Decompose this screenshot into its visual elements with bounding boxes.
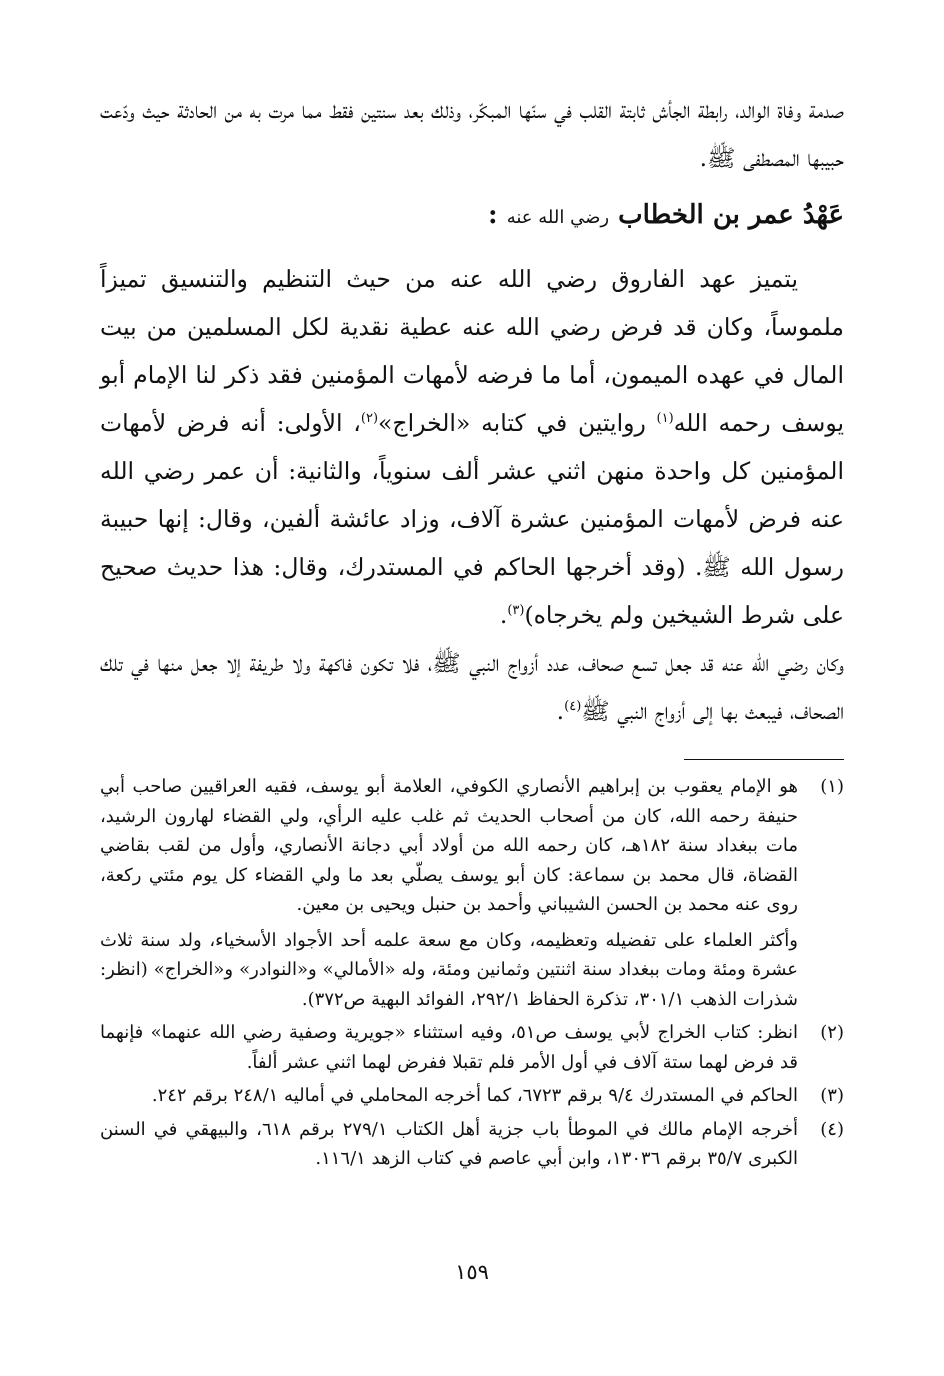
footnote-text: هو الإمام يعقوب بن إبراهيم الأنصاري الكوفي، العلامة أبو يوسف، فقيه العراقيين صاحب أبي حنيفة رحمه الله، كان من أصحاب الحديث ثم غلب عليه الرأي، ولي القضاء لهارون الرشيد، مات ببغداد سنة ١٨٢هـ، كان رحمه الله من أولاد أبي دجانة الأنصاري، وأول من لقب بقاضي القضاة، قال محمد بن سماعة: كان أبو يوسف يصلّي بعد ما ولي القضاء كل يوم مئتي ركعة، روى عنه محمد بن الحسن الشيباني وأحمد بن حنبل ويحيى بن معين. bbox=[100, 776, 798, 915]
footnote-number: (٤) bbox=[820, 1118, 844, 1140]
footnote-body bbox=[100, 1018, 798, 1077]
footnote-2 bbox=[100, 1018, 844, 1077]
intro-paragraph: صدمة وفاة الوالد، رابطة الجأش ثابتة القلب في سنّها المبكّر، وذلك بعد سنتين فقط مما مرت به من الحادثة حيث ودّعت حبيبها المصطفى ﷺ. bbox=[100, 96, 844, 172]
paragraph-text: روايتين في كتابه «الخراج» bbox=[378, 409, 657, 437]
footnote-ref-3[interactable]: (٣) bbox=[507, 603, 525, 619]
section-heading bbox=[100, 192, 844, 241]
page-number: ١٥٩ bbox=[455, 1260, 489, 1284]
paragraph-text: يتميز عهد الفاروق رضي الله عنه من حيث التنظيم والتنسيق تميزاً ملموساً، وكان قد فرض رضي الله عنه عطية نقدية لكل المسلمين من بيت المال في عهده الميمون، أما ما فرضه لأمهات المؤمنين فقد ذكر لنا الإمام أبو يوسف رحمه الله bbox=[100, 265, 845, 437]
footnote-number: (١) bbox=[820, 776, 844, 797]
footnote-text: أخرجه الإمام مالك في الموطأ باب جزية أهل الكتاب ٢٧٩/١ برقم ٦١٨، والبيهقي في السنن الكبرى ٣٥/٧ برقم ١٣٠٣٦، وابن أبي عاصم في كتاب الزهد ١١٦/١. bbox=[100, 1118, 799, 1169]
footnote-separator bbox=[684, 759, 844, 760]
footnote-4 bbox=[100, 1115, 844, 1174]
footnote-text: وأكثر العلماء على تفضيله وتعظيمه، وكان مع سعة علمه أحد الأجواد الأسخياء، ولد سنة ثلاث عشرة ومئة ومات ببغداد سنة اثنتين وثمانين ومئة، وله «الأمالي» و«النوادر» و«الخراج» (انظر: شذرات الذهب ٣٠١/١، تذكرة الحفاظ ٢٩٢/١، الفوائد البهية ص٣٧٢). bbox=[100, 929, 798, 1010]
heading-colon: : bbox=[488, 200, 498, 230]
main-text bbox=[100, 86, 844, 735]
footnote-3 bbox=[100, 1081, 844, 1111]
footnote-number: (٢) bbox=[820, 1022, 844, 1043]
paragraph-nine-dishes bbox=[100, 639, 844, 735]
footnotes bbox=[100, 772, 844, 1174]
footnote-body bbox=[100, 1081, 798, 1111]
footnote-body bbox=[100, 772, 798, 1014]
footnote-text: انظر: كتاب الخراج لأبي يوسف ص٥١، وفيه استثناء «جويرية وصفية رضي الله عنهما» فإنهما قد فرض لهما ستة آلاف في أول الأمر فلم تقبلا ففرض لهما اثني عشر ألفاً. bbox=[100, 1022, 799, 1073]
paragraph-umar-era bbox=[100, 255, 844, 639]
footnote-ref-1[interactable]: (١) bbox=[656, 411, 674, 427]
section-heading-text: عَهْدُ عمر بن الخطاب bbox=[618, 200, 844, 230]
footnote-1 bbox=[100, 772, 844, 1014]
paragraph-text: وكان رضي الله عنه قد جعل تسع صحاف، عدد أزواج النبي ﷺ، فلا تكون فاكهة ولا طريفة إلا جعل منها في تلك الصحاف، فيبعث بها إلى أزواج النبي ﷺ bbox=[100, 649, 844, 725]
paragraph-text: . bbox=[499, 601, 508, 629]
paragraph-text: . bbox=[556, 697, 565, 725]
footnote-ref-2[interactable]: (٢) bbox=[360, 411, 379, 427]
footnote-ref-4[interactable]: (٤) bbox=[564, 699, 582, 715]
honorific-glyph: رضي الله عنه bbox=[506, 207, 610, 228]
footnote-body bbox=[100, 1115, 798, 1174]
paragraph-text: ، الأولى: أنه فرض لأمهات المؤمنين كل واحدة منهن اثني عشر ألف سنوياً، والثانية: أن عمر رضي الله عنه فرض لأمهات المؤمنين عشرة آلاف، وزاد عائشة ألفين، وقال: إنها حبيبة رسول الله ﷺ. (وقد أخرجها الحاكم في المستدرك، وقال: هذا حديث صحيح على شرط الشيخين ولم يخرجاه) bbox=[100, 409, 844, 629]
footnote-number: (٣) bbox=[820, 1085, 844, 1106]
footnote-text: الحاكم في المستدرك ٩/٤ برقم ٦٧٢٣، كما أخرجه المحاملي في أماليه ٢٤٨/١ برقم ٢٤٢. bbox=[151, 1085, 798, 1106]
